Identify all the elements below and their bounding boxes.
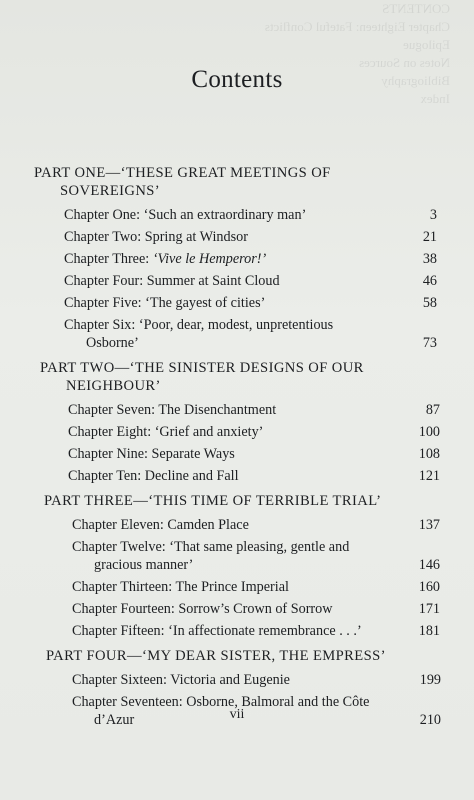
contents-part <box>0 359 474 485</box>
chapter-page-number: 108 <box>418 446 440 462</box>
chapter-label: Chapter Five: <box>64 295 142 311</box>
chapter-entry[interactable] <box>72 622 440 640</box>
contents-part <box>0 492 474 640</box>
chapter-title: Camden Place <box>167 517 249 533</box>
part-heading-line: PART TWO—‘THE SINISTER DESIGNS OF OUR <box>40 360 364 376</box>
contents-part <box>0 164 474 352</box>
chapter-title: d’Azur <box>94 712 135 728</box>
chapter-page-number: 58 <box>422 295 437 311</box>
chapter-title: Decline and Fall <box>144 468 239 484</box>
chapter-page-number: 146 <box>418 557 440 573</box>
page-number: vii <box>229 707 245 722</box>
contents-list <box>0 164 474 736</box>
part-heading <box>0 647 474 665</box>
chapter-title: ‘Such an extraordinary man’ <box>143 207 307 223</box>
chapter-title: Summer at Saint Cloud <box>146 273 280 289</box>
part-heading <box>0 359 474 395</box>
chapter-label: Chapter Thirteen: <box>72 579 173 595</box>
chapter-page-number: 73 <box>422 335 437 351</box>
chapter-label: Chapter Three: <box>64 251 150 267</box>
chapter-label: Chapter Fourteen: <box>72 601 175 617</box>
part-heading-line: PART FOUR—‘MY DEAR SISTER, THE EMPRESS’ <box>46 648 386 664</box>
chapter-page-number: 100 <box>418 424 440 440</box>
chapter-page-number: 171 <box>418 601 440 617</box>
chapter-title: ‘Vive le Hemperor!’ <box>152 251 267 267</box>
chapter-entry[interactable] <box>64 206 437 224</box>
chapter-entry[interactable] <box>64 250 437 268</box>
chapter-label: Chapter Fifteen: <box>72 623 165 639</box>
chapter-title: Separate Ways <box>151 446 235 462</box>
chapter-entry[interactable] <box>64 316 437 352</box>
chapter-page-number: 3 <box>429 207 437 223</box>
chapter-label: Chapter Six: <box>64 317 136 333</box>
chapter-title: ‘The gayest of cities’ <box>145 295 266 311</box>
chapter-title: Sorrow’s Crown of Sorrow <box>178 601 333 617</box>
chapter-page-number: 181 <box>418 623 440 639</box>
chapter-title: ‘Grief and anxiety’ <box>154 424 264 440</box>
chapter-title: The Prince Imperial <box>175 579 289 595</box>
chapter-entry[interactable] <box>68 423 440 441</box>
chapter-label: Chapter Sixteen: <box>72 672 167 688</box>
part-heading-line: PART ONE—‘THESE GREAT MEETINGS OF <box>34 165 331 181</box>
chapter-page-number: 160 <box>418 579 440 595</box>
chapter-label: Chapter Two: <box>64 229 142 245</box>
chapter-entry[interactable] <box>68 467 440 485</box>
chapter-entry[interactable] <box>72 538 440 574</box>
chapter-entry[interactable] <box>72 600 440 618</box>
part-heading-line: SOVEREIGNS’ <box>60 183 161 199</box>
part-heading-line: PART THREE—‘THIS TIME OF TERRIBLE TRIAL’ <box>44 493 382 509</box>
part-heading-line: NEIGHBOUR’ <box>66 378 161 394</box>
chapter-label: Chapter Eleven: <box>72 517 164 533</box>
part-heading <box>0 492 474 510</box>
chapter-label: Chapter Twelve: <box>72 539 166 555</box>
chapter-entry[interactable] <box>72 516 440 534</box>
chapter-label: Chapter Seventeen: <box>72 694 183 710</box>
show-through-text: CONTENTS Chapter Eighteen: Fateful Conflicts Epilogue Notes on Sources Bibliography Index <box>264 1 450 106</box>
chapter-title: ‘Poor, dear, modest, unpretentious <box>138 317 334 333</box>
chapter-label: Chapter Eight: <box>68 424 152 440</box>
chapter-title: ‘That same pleasing, gentle and <box>169 539 350 555</box>
chapter-label: Chapter Nine: <box>68 446 148 462</box>
chapter-entry[interactable] <box>64 294 437 312</box>
page-title: Contents <box>191 66 283 93</box>
chapter-page-number: 21 <box>422 229 437 245</box>
chapter-page-number: 87 <box>425 402 440 418</box>
chapter-title: Victoria and Eugenie <box>170 672 290 688</box>
chapter-title: The Disenchantment <box>158 402 277 418</box>
chapter-title: Osborne, Balmoral and the Côte <box>186 694 370 710</box>
chapter-page-number: 38 <box>422 251 437 267</box>
chapter-title: Spring at Windsor <box>144 229 248 245</box>
chapter-page-number: 210 <box>419 712 441 728</box>
chapter-page-number: 199 <box>419 672 441 688</box>
chapter-entry[interactable] <box>68 401 440 419</box>
part-heading <box>0 164 474 200</box>
chapter-entry[interactable] <box>64 272 437 290</box>
chapter-label: Chapter Seven: <box>68 402 156 418</box>
chapter-entry[interactable] <box>72 671 441 689</box>
chapter-entry[interactable] <box>72 578 440 596</box>
chapter-label: Chapter Ten: <box>68 468 142 484</box>
chapter-page-number: 46 <box>422 273 437 289</box>
chapter-page-number: 121 <box>418 468 440 484</box>
chapter-title: gracious manner’ <box>94 557 194 573</box>
chapter-label: Chapter Four: <box>64 273 144 289</box>
chapter-page-number: 137 <box>418 517 440 533</box>
chapter-entry[interactable] <box>64 228 437 246</box>
chapter-label: Chapter One: <box>64 207 141 223</box>
chapter-title: Osborne’ <box>86 335 139 351</box>
chapter-title: ‘In affectionate remembrance . . .’ <box>168 623 362 639</box>
chapter-entry[interactable] <box>68 445 440 463</box>
